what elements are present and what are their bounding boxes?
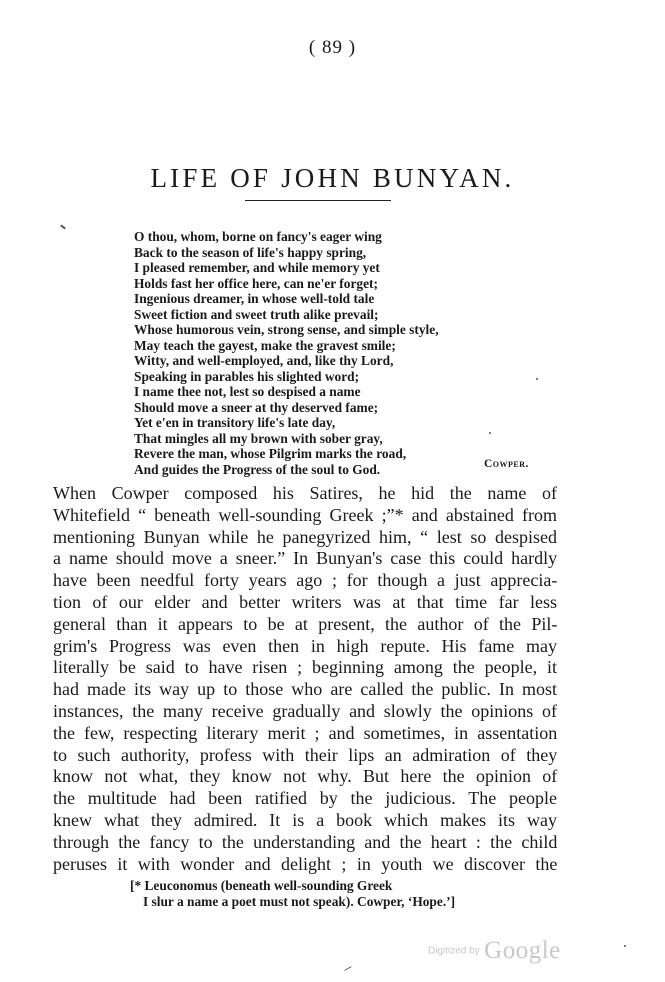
poem-line: Should move a sneer at thy deserved fame; <box>134 399 379 415</box>
footnote-line-1: [* Leuconomus (beneath well-sounding Greek <box>130 878 393 893</box>
body-line: instances, the many receive gradually and slowly the opinions of <box>53 700 557 721</box>
scan-speck <box>624 945 626 947</box>
poem-line: I pleased remember, and while memory yet <box>134 260 380 275</box>
page-title: LIFE OF JOHN BUNYAN. <box>150 163 515 194</box>
body-line: peruses it with wonder and delight ; in youth we discover the <box>53 853 558 874</box>
scan-speck <box>60 224 66 229</box>
poem-line: Speaking in parables his slighted word; <box>134 368 360 384</box>
poem-line: Back to the season of life's happy spring, <box>134 244 367 260</box>
poem-line: Holds fast her office here, can ne'er forget; <box>134 275 378 291</box>
poem-line: Revere the man, whose Pilgrim marks the road, <box>134 446 407 461</box>
poem-attribution: Cowper. <box>484 458 529 470</box>
body-line: through the fancy to the understanding and the heart : the child <box>53 831 558 852</box>
body-text <box>53 483 557 875</box>
body-line: mentioning Bunyan while he panegyrized him, “ lest so despised <box>53 526 557 547</box>
body-line: have been needful forty years ago ; for though a just apprecia- <box>53 570 558 591</box>
body-line: the multitude had been ratified by the judicious. The people <box>53 788 557 809</box>
poem-epigraph <box>134 229 554 477</box>
body-line: tion of our elder and better writers was at that time far less <box>53 591 557 612</box>
body-line: a name should move a sneer.” In Bunyan's case this could hardly <box>53 548 558 569</box>
poem-line: And guides the Progress of the soul to God. <box>134 461 381 477</box>
body-line: grim's Progress was even then in high repute. His fame may <box>53 635 557 656</box>
body-line: know not what, they know not why. But here the opinion of <box>53 766 558 787</box>
watermark-brand: Google <box>484 937 561 964</box>
body-line: literally be said to have risen ; beginning among the people, it <box>53 657 557 678</box>
body-line: general than it appears to be at present, the author of the Pil- <box>53 613 558 634</box>
body-line: had made its way up to those who are called the public. In most <box>53 679 557 700</box>
poem-line: May teach the gayest, make the gravest smile; <box>134 337 396 353</box>
body-line: knew what they admired. It is a book which makes its way <box>53 809 557 830</box>
poem-line: I name thee not, lest so despised a name <box>134 384 361 399</box>
poem-line: Sweet fiction and sweet truth alike prevail; <box>134 306 379 322</box>
footnote <box>130 878 550 909</box>
scan-speck <box>344 966 351 971</box>
body-line: to such authority, profess with their lips an admiration of they <box>53 744 558 765</box>
scan-speck <box>536 378 538 380</box>
watermark-digitized-label: Digitized by <box>428 945 480 957</box>
poem-line: Whose humorous vein, strong sense, and simple style, <box>134 322 439 337</box>
title-rule <box>245 200 391 201</box>
digitized-watermark <box>428 937 561 965</box>
poem-line: Yet e'en in transitory life's late day, <box>134 415 336 430</box>
body-line: the few, respecting literary merit ; and sometimes, in assentation <box>53 722 558 743</box>
page-number: ( 89 ) <box>308 37 357 58</box>
poem-line: O thou, whom, borne on fancy's eager wing <box>134 229 382 244</box>
body-line: Whitefield “ beneath well-sounding Greek ;”* and abstained from <box>53 504 557 525</box>
poem-line: Witty, and well-employed, and, like thy Lord, <box>134 353 394 368</box>
body-line: When Cowper composed his Satires, he hid the name of <box>53 483 557 503</box>
poem-line: Ingenious dreamer, in whose well-told tale <box>134 291 375 306</box>
poem-line: That mingles all my brown with sober gray, <box>134 430 383 446</box>
scan-speck <box>489 432 491 434</box>
footnote-line-2: I slur a name a poet must not speak). Cowper, ‘Hope.’] <box>143 893 456 909</box>
